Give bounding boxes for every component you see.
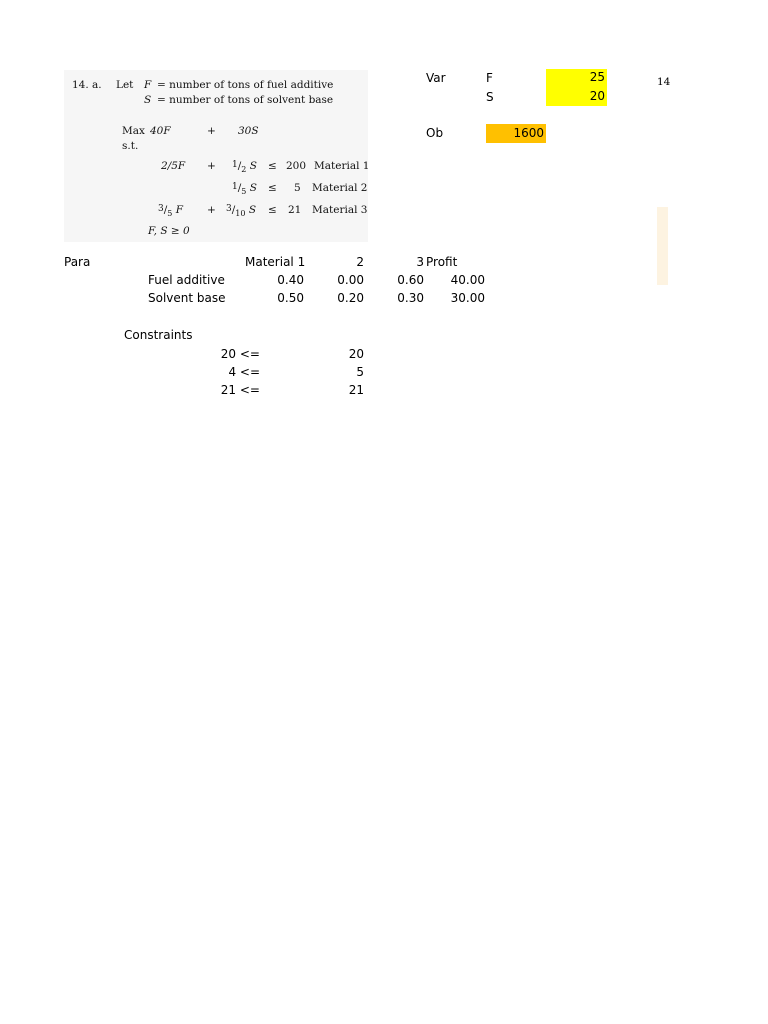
cell-m2: 0.00 — [337, 273, 364, 287]
c1-label: Material 1 — [314, 160, 370, 172]
row-name: Solvent base — [148, 291, 226, 305]
c2-label: Material 2 — [312, 182, 368, 194]
c3-f-term: $3/_5$ F — [158, 204, 184, 218]
constraint-lhs: 20 <= — [220, 347, 260, 361]
def-f-text: = number of tons of fuel additive — [157, 79, 334, 91]
c1-s-term: $1/_2$ S — [232, 160, 257, 174]
c1-rhs: 200 — [286, 160, 307, 172]
header-material-1: Material 1 — [245, 255, 306, 269]
var-s-value: 20 — [589, 89, 605, 103]
constraint-rhs: 5 — [356, 365, 364, 379]
def-s-text: = number of tons of solvent base — [157, 94, 334, 106]
problem-image — [64, 70, 368, 242]
cell-profit: 40.00 — [450, 273, 485, 287]
pale-cell-fill — [657, 207, 668, 285]
objective-value: 1600 — [513, 126, 544, 140]
objective-cell[interactable] — [486, 124, 546, 143]
le-sign: ≤ — [268, 182, 277, 194]
cell-m3: 0.30 — [397, 291, 424, 305]
constraints-label: Constraints — [124, 328, 193, 342]
var-label: Var — [426, 71, 446, 85]
row-name: Fuel additive — [148, 273, 225, 287]
var-s-name: S — [486, 90, 494, 104]
constraint-rhs: 21 — [348, 383, 364, 397]
var-s-cell[interactable] — [546, 87, 607, 106]
cell-m1: 0.50 — [277, 291, 304, 305]
header-material-2: 2 — [356, 255, 364, 269]
constraint-lhs: 21 <= — [220, 383, 260, 397]
max-s-term: 30S — [238, 125, 259, 137]
header-profit: Profit — [426, 255, 458, 269]
problem-header: 14. a. — [72, 79, 102, 91]
cell-m2: 0.20 — [337, 291, 364, 305]
plus-sign: + — [207, 125, 216, 137]
constraint-rhs: 20 — [348, 347, 364, 361]
objective-label: Ob — [426, 126, 444, 140]
def-f-var: F — [144, 79, 152, 91]
max-f-term: 40F — [150, 125, 171, 137]
c2-rhs: 5 — [294, 182, 301, 194]
st-label: s.t. — [122, 140, 139, 152]
c2-s-term: $1/_5$ S — [232, 182, 257, 196]
c3-rhs: 21 — [288, 204, 302, 216]
plus-sign: + — [207, 160, 216, 172]
let-word: Let — [116, 79, 134, 91]
constraint-lhs: 4 <= — [228, 365, 260, 379]
cell-m3: 0.60 — [397, 273, 424, 287]
var-f-name: F — [486, 71, 493, 85]
params-label: Para — [64, 255, 91, 269]
le-sign: ≤ — [268, 160, 277, 172]
var-f-value: 25 — [589, 70, 605, 84]
max-label: Max — [122, 125, 145, 137]
c3-s-term: $3/_{10}$ S — [226, 204, 257, 218]
le-sign: ≤ — [268, 204, 277, 216]
cell-profit: 30.00 — [450, 291, 485, 305]
cell-m1: 0.40 — [277, 273, 304, 287]
side-number: 14 — [657, 76, 671, 88]
var-f-cell[interactable] — [546, 69, 607, 87]
def-s-var: S — [144, 94, 152, 106]
plus-sign: + — [207, 204, 216, 216]
c3-label: Material 3 — [312, 204, 368, 216]
header-material-3: 3 — [416, 255, 424, 269]
c1-f-term: 2/5F — [161, 160, 186, 172]
nonnegativity: F, S ≥ 0 — [148, 225, 190, 237]
